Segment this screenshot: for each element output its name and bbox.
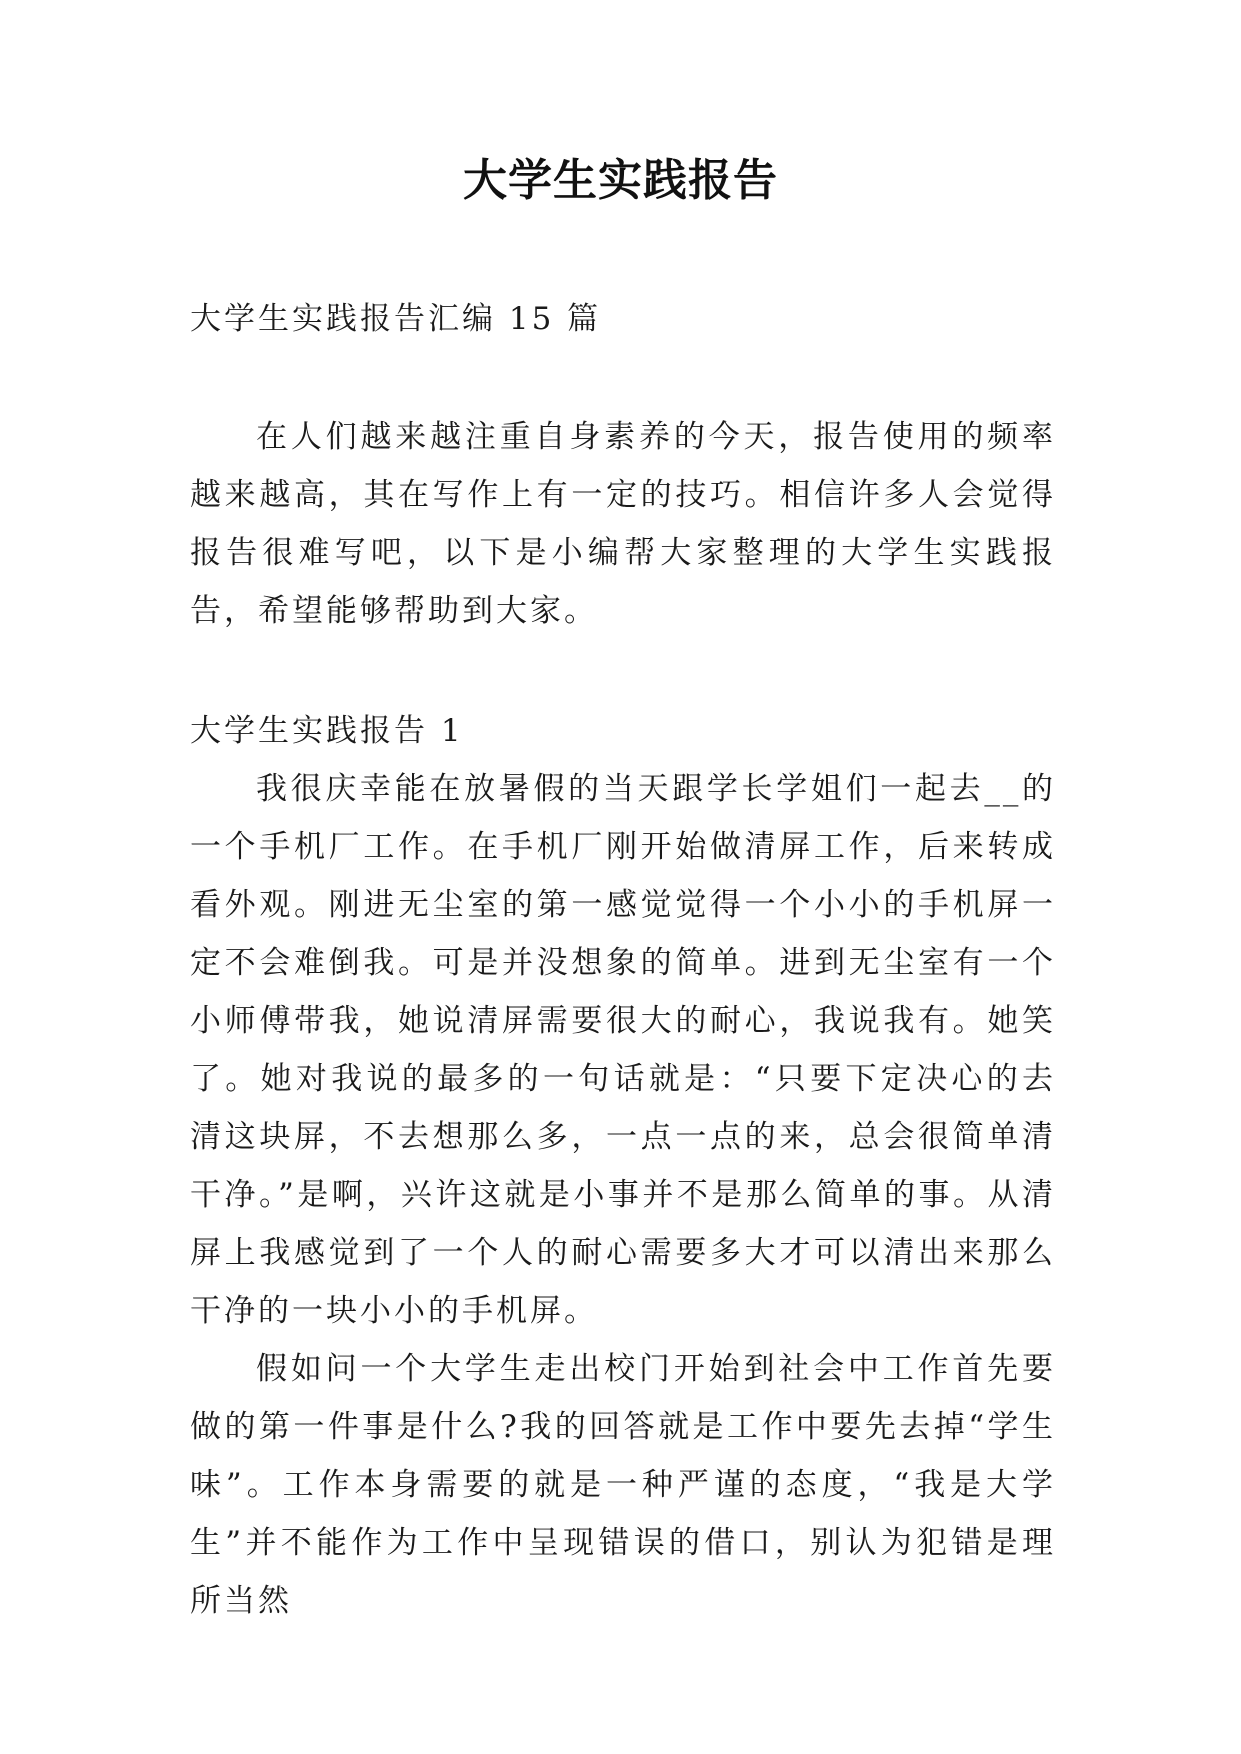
report-section-1 [190,702,1056,1630]
intro-paragraph: 在人们越来越注重自身素养的今天，报告使用的频率越来越高，其在写作上有一定的技巧。相信许多人会觉得报告很难写吧，以下是小编帮大家整理的大学生实践报告，希望能够帮助到大家。 [190,419,1056,629]
document-body [190,290,1056,1630]
document-subtitle: 大学生实践报告汇编 15 篇 [190,301,602,337]
document-title: 大学生实践报告 [463,155,778,206]
section-paragraph: 我很庆幸能在放暑假的当天跟学长学姐们一起去__的一个手机厂工作。在手机厂刚开始做清屏工作，后来转成看外观。刚进无尘室的第一感觉觉得一个小小的手机屏一定不会难倒我。可是并没想象的简单。进到无尘室有一个小师傅带我，她说清屏需要很大的耐心，我说我有。她笑了。她对我说的最多的一句话就是：“只要下定决心的去清这块屏，不去想那么多，一点一点的来，总会很简单清干净。”是啊，兴许这就是小事并不是那么简单的事。从清屏上我感觉到了一个人的耐心需要多大才可以清出来那么干净的一块小小的手机屏。 [190,771,1056,1329]
section-paragraph: 假如问一个大学生走出校门开始到社会中工作首先要做的第一件事是什么?我的回答就是工作中要先去掉“学生味”。工作本身需要的就是一种严谨的态度，“我是大学生”并不能作为工作中呈现错误的借口，别认为犯错是理所当然 [190,1351,1056,1619]
section-heading: 大学生实践报告 1 [190,713,464,749]
